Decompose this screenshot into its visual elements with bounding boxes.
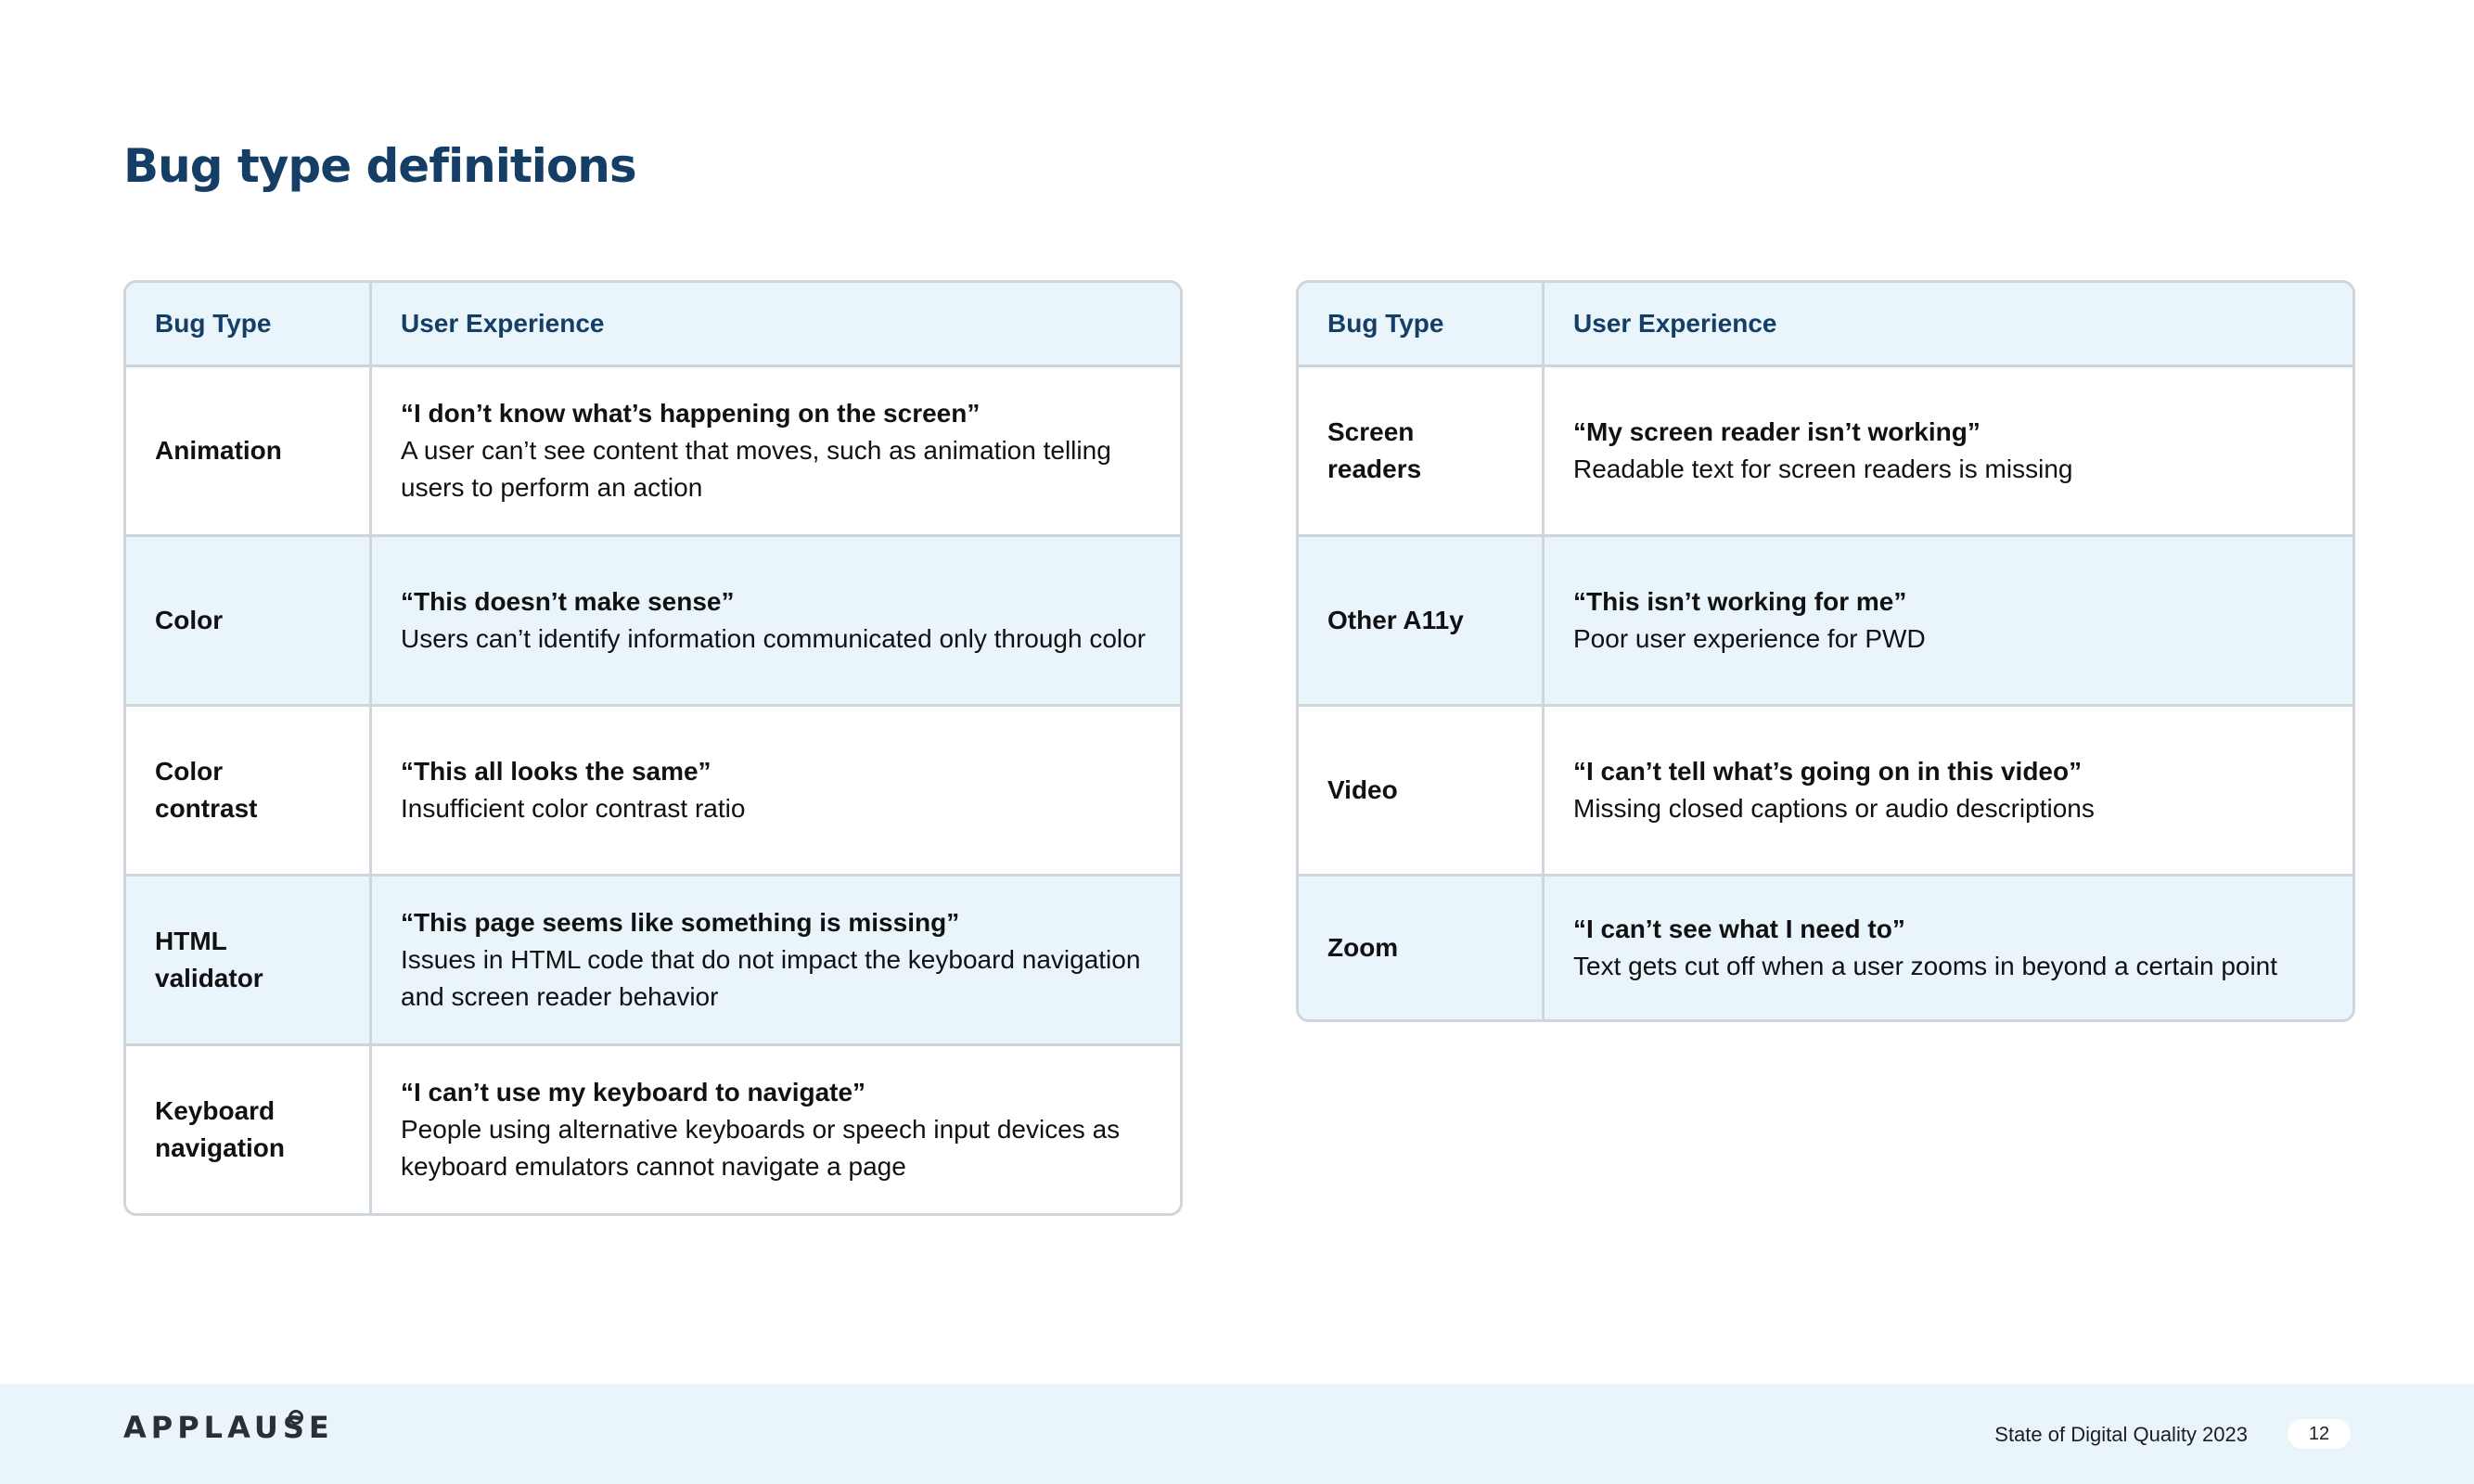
user-experience-description: Missing closed captions or audio descriptions <box>1573 794 2095 823</box>
header-label-bug-type: Bug Type <box>1327 309 1444 338</box>
user-quote: “My screen reader isn’t working” <box>1573 417 1980 446</box>
user-quote: “This isn’t working for me” <box>1573 587 1907 616</box>
bug-type-cell <box>126 367 372 534</box>
user-experience-block <box>401 395 1154 506</box>
table-row <box>126 534 1180 704</box>
bug-type-label: Video <box>1327 775 1398 804</box>
applause-logo: APPLAUSE <box>123 1410 334 1445</box>
user-experience-cell <box>372 876 1180 1043</box>
table-row <box>1299 365 2352 534</box>
user-experience-description: Poor user experience for PWD <box>1573 624 1926 653</box>
bug-type-cell <box>126 876 372 1043</box>
page-number: 12 <box>2288 1419 2351 1449</box>
user-experience-description: Insufficient color contrast ratio <box>401 794 746 823</box>
user-experience-cell <box>1545 707 2352 874</box>
bug-type-label: Animation <box>155 436 282 465</box>
table-row <box>1299 534 2352 704</box>
bug-type-label: Color contrast <box>155 757 258 823</box>
table-row <box>126 874 1180 1043</box>
user-experience-cell <box>372 1046 1180 1213</box>
header-label-user-experience: User Experience <box>401 309 605 338</box>
report-name: State of Digital Quality 2023 <box>1994 1423 2248 1446</box>
user-quote: “I can’t tell what’s going on in this video” <box>1573 757 2083 786</box>
page-title: Bug type definitions <box>123 139 636 193</box>
user-experience-block <box>401 904 1154 1016</box>
user-experience-description: Issues in HTML code that do not impact the keyboard navigation and screen reader behavior <box>401 945 1141 1011</box>
user-experience-block <box>401 1074 1154 1185</box>
header-label-user-experience: User Experience <box>1573 309 1777 338</box>
user-experience-description: Text gets cut off when a user zooms in beyond a certain point <box>1573 952 2278 980</box>
user-experience-cell <box>1545 367 2352 534</box>
user-experience-description: Readable text for screen readers is missing <box>1573 454 2073 483</box>
page-footer <box>0 1384 2474 1484</box>
header-cell-bug-type <box>126 283 372 365</box>
header-label-bug-type: Bug Type <box>155 309 272 338</box>
user-experience-description: A user can’t see content that moves, such as animation telling users to perform an action <box>401 436 1111 502</box>
user-experience-block <box>401 583 1146 658</box>
table-row <box>1299 704 2352 874</box>
bug-type-table-left <box>123 280 1183 1216</box>
table-row <box>1299 874 2352 1019</box>
table-header-row <box>1299 283 2352 365</box>
table-row <box>126 704 1180 874</box>
header-cell-user-experience <box>372 283 1180 365</box>
bug-type-label: Screen readers <box>1327 417 1422 483</box>
bug-type-cell <box>126 707 372 874</box>
bug-type-cell <box>126 1046 372 1213</box>
user-experience-description: People using alternative keyboards or speech input devices as keyboard emulators cannot navigate a page <box>401 1115 1121 1181</box>
user-quote: “This page seems like something is missing” <box>401 908 960 937</box>
user-quote: “I can’t see what I need to” <box>1573 915 1905 943</box>
user-quote: “This doesn’t make sense” <box>401 587 735 616</box>
bug-type-label: Keyboard navigation <box>155 1096 286 1162</box>
user-experience-cell <box>372 367 1180 534</box>
bug-type-label: Other A11y <box>1327 606 1464 634</box>
user-quote: “I can’t use my keyboard to navigate” <box>401 1078 866 1107</box>
bug-type-cell <box>1299 707 1545 874</box>
user-experience-block <box>1573 583 1926 658</box>
bug-type-cell <box>126 537 372 704</box>
user-experience-description: Users can’t identify information communicated only through color <box>401 624 1147 653</box>
user-experience-block <box>1573 414 2072 488</box>
user-experience-cell <box>372 707 1180 874</box>
user-quote: “I don’t know what’s happening on the screen” <box>401 399 981 428</box>
user-experience-block <box>1573 753 2095 827</box>
header-cell-user-experience <box>1545 283 2352 365</box>
header-cell-bug-type <box>1299 283 1545 365</box>
user-quote: “This all looks the same” <box>401 757 711 786</box>
bug-type-label: Color <box>155 606 224 634</box>
user-experience-cell <box>372 537 1180 704</box>
table-row <box>126 365 1180 534</box>
user-experience-cell <box>1545 876 2352 1019</box>
bug-type-cell <box>1299 876 1545 1019</box>
bug-type-label: Zoom <box>1327 933 1399 962</box>
bug-type-table-right <box>1296 280 2355 1022</box>
user-experience-block <box>1573 911 2277 985</box>
table-header-row <box>126 283 1180 365</box>
bug-type-label: HTML validator <box>155 927 263 992</box>
bug-type-cell <box>1299 367 1545 534</box>
user-experience-block <box>401 753 745 827</box>
logo-ring-icon <box>288 1410 303 1425</box>
table-row <box>126 1043 1180 1213</box>
bug-type-cell <box>1299 537 1545 704</box>
user-experience-cell <box>1545 537 2352 704</box>
